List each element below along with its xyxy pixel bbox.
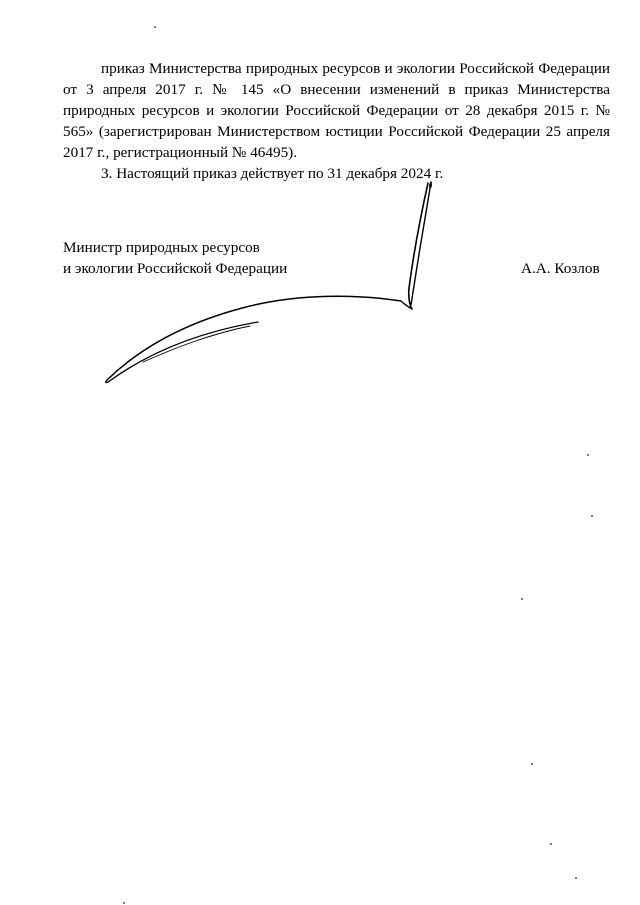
scan-speck xyxy=(587,454,589,456)
signatory-name: А.А. Козлов xyxy=(521,260,600,277)
scan-speck xyxy=(123,902,125,904)
scan-speck xyxy=(531,763,533,765)
signatory-title-line2: и экологии Российской Федерации xyxy=(63,260,288,277)
scan-speck xyxy=(575,877,577,879)
scan-speck xyxy=(154,26,156,28)
paragraph-validity-period: 3. Настоящий приказ действует по 31 декабря 2024 г. xyxy=(101,165,444,182)
document-body xyxy=(63,58,610,184)
signatory-title-line1: Министр природных ресурсов xyxy=(63,239,260,256)
paragraph-repealed-order: приказ Министерства природных ресурсов и экологии Российской Федерации от 3 апреля 2017 г. № 145 «О внесении изменений в приказ Министерства природных ресурсов и экологии Российской Федерации от 28 декабря 2015 г. № 565» (зарегистрирован Министерством юстиции Российской Федерации 25 апреля 2017 г., регистрационный № 46495). xyxy=(63,60,610,161)
scan-speck xyxy=(591,515,593,517)
scan-speck xyxy=(550,843,552,845)
scan-speck xyxy=(521,598,523,600)
signatory-position xyxy=(63,237,287,279)
